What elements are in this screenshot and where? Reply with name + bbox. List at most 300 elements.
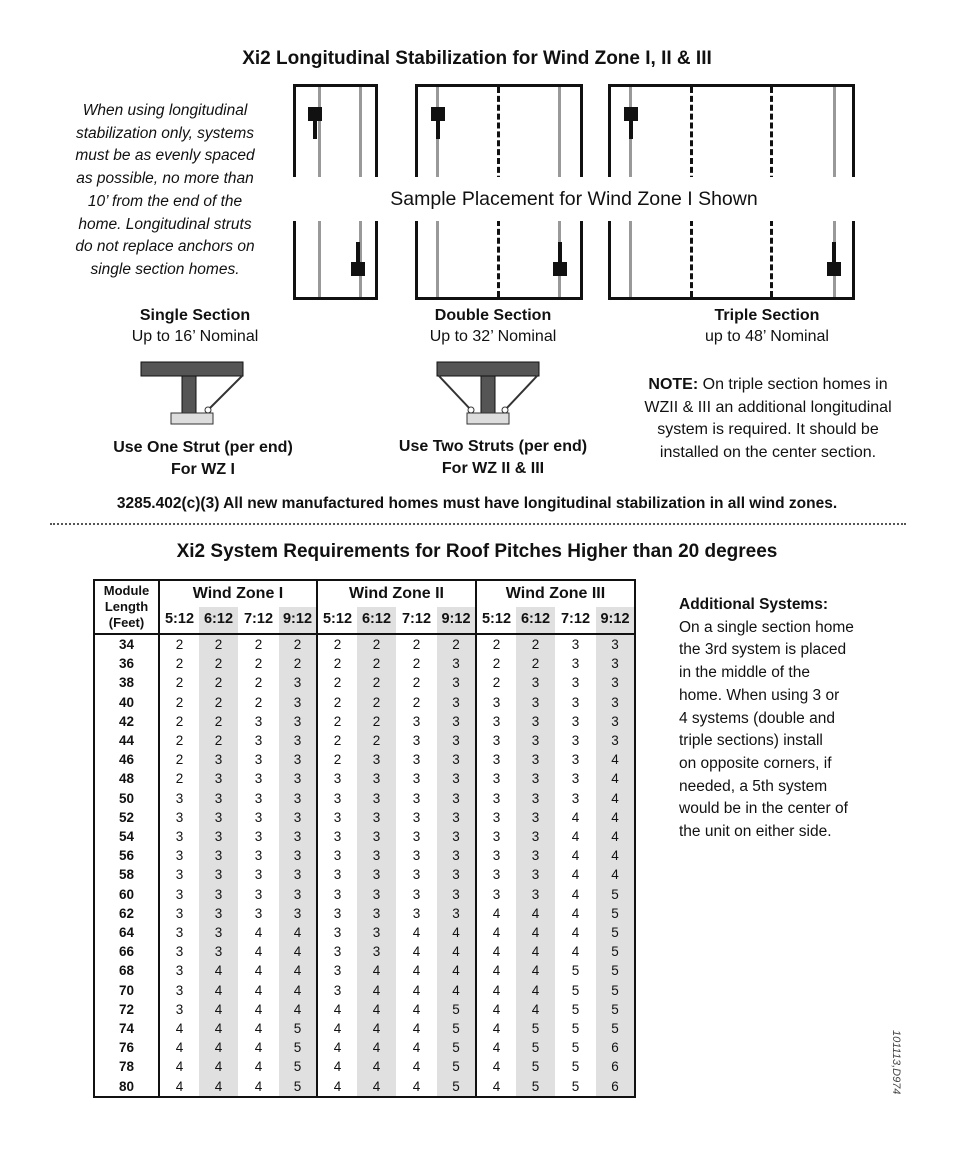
systems-count-cell: 3 — [357, 923, 396, 942]
module-length-cell: 80 — [118, 1078, 135, 1094]
systems-count-cell: 2 — [317, 693, 357, 712]
systems-count-cell: 3 — [254, 829, 263, 845]
note-text: On triple section homes in — [698, 376, 888, 393]
additional-systems — [679, 594, 909, 844]
systems-count-cell: 4 — [357, 961, 396, 980]
systems-count-cell: 2 — [357, 693, 396, 712]
systems-count-cell: 4 — [516, 923, 555, 942]
table-row — [95, 1038, 634, 1057]
systems-count-cell: 5 — [571, 1059, 580, 1075]
systems-count-cell: 4 — [412, 963, 421, 979]
systems-count-cell: 3 — [437, 865, 476, 884]
systems-count-cell: 2 — [199, 673, 238, 692]
intro-paragraph — [40, 100, 290, 282]
systems-count-cell: 2 — [159, 731, 199, 750]
systems-count-cell: 3 — [317, 769, 357, 788]
table-row — [95, 1000, 634, 1019]
header-line: Length — [104, 599, 149, 614]
systems-count-cell: 3 — [357, 942, 396, 961]
systems-count-cell: 4 — [596, 846, 634, 865]
systems-count-cell: 4 — [596, 808, 634, 827]
systems-count-cell: 5 — [437, 1077, 476, 1096]
systems-count-cell: 5 — [437, 1057, 476, 1076]
systems-count-cell: 3 — [279, 769, 317, 788]
systems-count-cell: 2 — [199, 634, 238, 654]
systems-count-cell: 4 — [571, 809, 580, 825]
table-row — [95, 769, 634, 788]
systems-count-cell: 4 — [596, 865, 634, 884]
additional-line: would be in the center of — [679, 800, 848, 818]
systems-count-cell: 3 — [596, 673, 634, 692]
note-line: system is required. It should be — [657, 421, 879, 438]
systems-count-cell: 4 — [254, 1059, 263, 1075]
systems-count-cell: 4 — [412, 1001, 421, 1017]
note-line: WZII & III an additional longitudinal — [644, 398, 892, 416]
systems-count-cell: 3 — [437, 654, 476, 673]
systems-count-cell: 3 — [199, 885, 238, 904]
systems-count-cell: 3 — [516, 865, 555, 884]
systems-count-cell: 3 — [571, 656, 580, 672]
pitch-header: 9:12 — [279, 607, 317, 634]
systems-count-cell: 3 — [412, 905, 421, 921]
intro-line: home. Longitudinal struts — [78, 215, 252, 233]
systems-count-cell: 5 — [596, 904, 634, 923]
systems-count-cell: 5 — [571, 1001, 580, 1017]
pitch-header: 5:12 — [476, 607, 516, 634]
systems-count-cell: 3 — [159, 904, 199, 923]
systems-count-cell: 5 — [571, 1021, 580, 1037]
systems-count-cell: 5 — [279, 1057, 317, 1076]
systems-count-cell: 3 — [199, 904, 238, 923]
triple-section-label — [667, 307, 867, 346]
systems-count-cell: 4 — [571, 867, 580, 883]
systems-count-cell: 4 — [516, 961, 555, 980]
systems-count-cell: 3 — [571, 790, 580, 806]
systems-count-cell: 3 — [571, 675, 580, 691]
module-length-cell: 70 — [118, 982, 135, 998]
systems-count-cell: 4 — [317, 1019, 357, 1038]
systems-count-cell: 3 — [412, 790, 421, 806]
systems-count-cell: 4 — [476, 942, 516, 961]
systems-count-cell: 4 — [254, 1001, 263, 1017]
additional-line: 4 systems (double and — [679, 709, 835, 727]
systems-count-cell: 2 — [159, 693, 199, 712]
systems-count-cell: 3 — [199, 769, 238, 788]
table-row — [95, 961, 634, 980]
systems-count-cell: 2 — [199, 693, 238, 712]
systems-count-cell: 3 — [357, 769, 396, 788]
systems-count-cell: 3 — [199, 942, 238, 961]
systems-count-cell: 3 — [412, 771, 421, 787]
systems-count-cell: 3 — [254, 886, 263, 902]
systems-count-cell: 3 — [437, 673, 476, 692]
systems-count-cell: 3 — [199, 865, 238, 884]
systems-count-cell: 2 — [437, 634, 476, 654]
systems-count-cell: 3 — [571, 752, 580, 768]
systems-count-cell: 2 — [159, 634, 199, 654]
systems-count-cell: 2 — [516, 654, 555, 673]
systems-count-cell: 5 — [596, 981, 634, 1000]
systems-count-cell: 3 — [279, 712, 317, 731]
systems-count-cell: 2 — [396, 634, 437, 654]
systems-count-cell: 3 — [159, 808, 199, 827]
two-strut-diagram — [433, 358, 543, 428]
module-length-cell: 56 — [118, 848, 135, 864]
systems-count-cell: 4 — [357, 1019, 396, 1038]
systems-count-cell: 3 — [516, 731, 555, 750]
systems-count-cell: 3 — [357, 808, 396, 827]
table-row — [95, 731, 634, 750]
systems-count-cell: 3 — [571, 771, 580, 787]
pitch-header: 5:12 — [159, 607, 199, 634]
systems-count-cell: 4 — [159, 1019, 199, 1038]
module-length-cell: 46 — [118, 752, 135, 768]
section-title: Double Section — [434, 307, 552, 324]
systems-count-cell: 5 — [571, 982, 580, 998]
intro-line: must be as evenly spaced — [75, 147, 255, 165]
systems-count-cell: 3 — [159, 846, 199, 865]
systems-count-cell: 3 — [476, 865, 516, 884]
systems-count-cell: 3 — [317, 846, 357, 865]
systems-count-cell: 3 — [476, 808, 516, 827]
systems-count-cell: 5 — [516, 1019, 555, 1038]
systems-count-cell: 4 — [476, 1019, 516, 1038]
table-row — [95, 865, 634, 884]
systems-count-cell: 4 — [571, 886, 580, 902]
systems-count-cell: 5 — [596, 1000, 634, 1019]
note-label: NOTE: — [648, 376, 699, 393]
systems-count-cell: 4 — [279, 923, 317, 942]
module-length-cell: 60 — [118, 886, 135, 902]
requirements-table — [93, 579, 636, 1098]
systems-count-cell: 4 — [476, 1077, 516, 1096]
triple-section-note — [625, 374, 911, 464]
systems-count-cell: 3 — [159, 942, 199, 961]
systems-count-cell: 2 — [357, 712, 396, 731]
strut-label-line: For WZ II & III — [441, 460, 545, 477]
module-length-cell: 52 — [118, 809, 135, 825]
systems-count-cell: 3 — [516, 808, 555, 827]
systems-count-cell: 3 — [279, 865, 317, 884]
systems-count-cell: 3 — [357, 904, 396, 923]
module-length-cell: 76 — [118, 1040, 135, 1056]
systems-count-cell: 4 — [199, 961, 238, 980]
systems-count-cell: 6 — [596, 1077, 634, 1096]
systems-count-cell: 3 — [516, 885, 555, 904]
module-length-cell: 50 — [118, 790, 135, 806]
systems-count-cell: 3 — [555, 634, 596, 654]
systems-count-cell: 2 — [357, 654, 396, 673]
systems-count-cell: 6 — [596, 1038, 634, 1057]
systems-count-cell: 3 — [279, 827, 317, 846]
intro-line: 10’ from the end of the — [87, 192, 243, 210]
additional-line: triple sections) install — [679, 732, 823, 750]
pitch-header: 7:12 — [560, 611, 591, 628]
systems-count-cell: 4 — [437, 981, 476, 1000]
systems-count-cell: 2 — [317, 750, 357, 769]
systems-count-cell: 5 — [596, 885, 634, 904]
systems-count-cell: 5 — [437, 1000, 476, 1019]
systems-count-cell: 4 — [571, 925, 580, 941]
systems-count-cell: 3 — [279, 904, 317, 923]
systems-count-cell: 5 — [571, 1040, 580, 1056]
systems-count-cell: 3 — [437, 789, 476, 808]
systems-count-cell: 3 — [279, 846, 317, 865]
additional-line: On a single section home — [679, 618, 854, 636]
intro-line: stabilization only, systems — [75, 124, 255, 142]
systems-count-cell: 4 — [516, 981, 555, 1000]
systems-count-cell: 4 — [412, 1078, 421, 1094]
systems-count-cell: 2 — [254, 694, 263, 710]
systems-count-cell: 4 — [317, 1077, 357, 1096]
systems-count-cell: 3 — [412, 809, 421, 825]
systems-count-cell: 4 — [596, 769, 634, 788]
systems-count-cell: 2 — [159, 673, 199, 692]
systems-count-cell: 3 — [476, 846, 516, 865]
systems-count-cell: 4 — [596, 789, 634, 808]
double-section-label — [393, 307, 593, 346]
systems-count-cell: 3 — [317, 865, 357, 884]
systems-count-cell: 2 — [254, 675, 263, 691]
systems-count-cell: 3 — [437, 769, 476, 788]
systems-count-cell: 4 — [571, 848, 580, 864]
systems-count-cell: 3 — [317, 961, 357, 980]
systems-count-cell: 5 — [596, 1019, 634, 1038]
systems-count-cell: 2 — [159, 769, 199, 788]
systems-count-cell: 3 — [516, 769, 555, 788]
systems-count-cell: 5 — [596, 923, 634, 942]
systems-count-cell: 4 — [199, 1000, 238, 1019]
systems-count-cell: 4 — [596, 827, 634, 846]
systems-count-cell: 3 — [254, 790, 263, 806]
systems-count-cell: 3 — [516, 846, 555, 865]
systems-count-cell: 5 — [596, 961, 634, 980]
systems-count-cell: 3 — [437, 693, 476, 712]
systems-count-cell: 2 — [199, 712, 238, 731]
systems-count-cell: 3 — [596, 654, 634, 673]
systems-count-cell: 3 — [279, 731, 317, 750]
systems-count-cell: 3 — [357, 750, 396, 769]
systems-count-cell: 3 — [199, 789, 238, 808]
section-title: Triple Section — [714, 307, 820, 324]
two-strut-label — [375, 436, 611, 480]
systems-count-cell: 3 — [476, 693, 516, 712]
module-length-header — [95, 581, 159, 634]
systems-count-cell: 4 — [199, 1038, 238, 1057]
module-length-cell: 64 — [118, 925, 135, 941]
systems-count-cell: 2 — [516, 634, 555, 654]
systems-count-cell: 3 — [254, 867, 263, 883]
strut-label-line: Use One Strut (per end) — [113, 439, 293, 456]
systems-count-cell: 3 — [159, 865, 199, 884]
systems-count-cell: 2 — [317, 731, 357, 750]
header-line: Module — [103, 583, 150, 598]
additional-line: the unit on either side. — [679, 823, 832, 841]
table-row — [95, 634, 634, 654]
systems-count-cell: 3 — [317, 789, 357, 808]
additional-line: needed, a 5th system — [679, 777, 828, 795]
systems-count-cell: 2 — [357, 634, 396, 654]
systems-count-cell: 2 — [357, 731, 396, 750]
systems-count-cell: 3 — [516, 827, 555, 846]
systems-count-cell: 4 — [254, 944, 263, 960]
pitch-header: 7:12 — [401, 611, 432, 628]
additional-line: the 3rd system is placed — [679, 641, 847, 659]
section-length: Up to 16’ Nominal — [131, 328, 259, 345]
table-row — [95, 654, 634, 673]
table-row — [95, 827, 634, 846]
single-section-label — [95, 307, 295, 346]
module-length-cell: 54 — [118, 829, 135, 845]
systems-count-cell: 3 — [476, 750, 516, 769]
systems-count-cell: 4 — [437, 961, 476, 980]
systems-count-cell: 3 — [357, 846, 396, 865]
systems-count-cell: 4 — [412, 1021, 421, 1037]
module-length-cell: 74 — [118, 1021, 135, 1037]
module-length-cell: 40 — [118, 694, 135, 710]
systems-count-cell: 3 — [412, 848, 421, 864]
systems-count-cell: 4 — [254, 925, 263, 941]
pitch-header: 6:12 — [199, 607, 238, 634]
strut-label-line: Use Two Struts (per end) — [398, 438, 588, 455]
section-length: Up to 32’ Nominal — [429, 328, 557, 345]
systems-count-cell: 3 — [516, 673, 555, 692]
systems-count-cell: 2 — [412, 656, 421, 672]
systems-count-cell: 3 — [516, 712, 555, 731]
systems-count-cell: 4 — [357, 981, 396, 1000]
systems-count-cell: 4 — [254, 982, 263, 998]
document-code: 101113,D974 — [890, 1030, 902, 1095]
systems-count-cell: 3 — [254, 905, 263, 921]
intro-line: as possible, no more than — [76, 170, 254, 188]
systems-count-cell: 3 — [476, 789, 516, 808]
systems-count-cell: 2 — [476, 634, 516, 654]
pitch-header: 9:12 — [596, 607, 634, 634]
systems-count-cell: 2 — [476, 673, 516, 692]
module-length-cell: 48 — [118, 771, 135, 787]
systems-count-cell: 3 — [476, 769, 516, 788]
systems-count-cell: 4 — [317, 1057, 357, 1076]
systems-count-cell: 4 — [596, 750, 634, 769]
systems-count-cell: 3 — [412, 867, 421, 883]
table-row — [95, 808, 634, 827]
additional-line: on opposite corners, if — [679, 754, 832, 772]
code-rule: 3285.402(c)(3) All new manufactured homes must have longitudinal stabilization in all wind zones. — [116, 495, 838, 512]
table-row — [95, 1019, 634, 1038]
header-line: (Feet) — [108, 615, 145, 630]
systems-count-cell: 3 — [571, 733, 580, 749]
table-row — [95, 923, 634, 942]
systems-count-cell: 4 — [357, 1038, 396, 1057]
systems-count-cell: 4 — [279, 942, 317, 961]
systems-count-cell: 3 — [159, 827, 199, 846]
systems-count-cell: 4 — [571, 829, 580, 845]
systems-count-cell: 3 — [516, 750, 555, 769]
table-row — [95, 904, 634, 923]
pitch-header: 9:12 — [437, 607, 476, 634]
systems-count-cell: 3 — [317, 923, 357, 942]
systems-count-cell: 2 — [279, 654, 317, 673]
intro-line: When using longitudinal — [82, 102, 248, 119]
systems-count-cell: 3 — [476, 885, 516, 904]
systems-count-cell: 3 — [199, 846, 238, 865]
systems-count-cell: 3 — [476, 731, 516, 750]
systems-count-cell: 3 — [437, 712, 476, 731]
systems-count-cell: 2 — [238, 634, 279, 654]
systems-count-cell: 2 — [159, 712, 199, 731]
systems-count-cell: 2 — [199, 731, 238, 750]
systems-count-cell: 3 — [199, 750, 238, 769]
systems-count-cell: 3 — [254, 752, 263, 768]
systems-count-cell: 5 — [279, 1038, 317, 1057]
systems-count-cell: 3 — [571, 694, 580, 710]
one-strut-label — [85, 437, 321, 481]
systems-count-cell: 4 — [412, 1059, 421, 1075]
systems-count-cell: 3 — [279, 885, 317, 904]
module-length-cell: 66 — [118, 944, 135, 960]
systems-count-cell: 3 — [437, 885, 476, 904]
systems-count-cell: 3 — [596, 693, 634, 712]
systems-count-cell: 4 — [199, 981, 238, 1000]
systems-count-cell: 3 — [254, 713, 263, 729]
pitch-header: 7:12 — [243, 611, 274, 628]
dotted-separator — [50, 523, 906, 525]
systems-count-cell: 4 — [476, 923, 516, 942]
section-length: up to 48’ Nominal — [705, 328, 829, 345]
systems-count-cell: 5 — [571, 1078, 580, 1094]
systems-count-cell: 3 — [476, 827, 516, 846]
systems-count-cell: 4 — [571, 905, 580, 921]
systems-count-cell: 4 — [516, 904, 555, 923]
systems-count-cell: 5 — [571, 963, 580, 979]
systems-count-cell: 3 — [357, 789, 396, 808]
systems-count-cell: 5 — [596, 942, 634, 961]
module-length-cell: 58 — [118, 867, 135, 883]
systems-count-cell: 3 — [254, 733, 263, 749]
systems-count-cell: 5 — [516, 1057, 555, 1076]
module-length-cell: 78 — [118, 1059, 135, 1075]
systems-count-cell: 4 — [412, 944, 421, 960]
systems-count-cell: 3 — [437, 827, 476, 846]
module-length-cell: 38 — [118, 675, 135, 691]
top-title: Xi2 Longitudinal Stabilization for Wind Zone I, II & III — [242, 48, 712, 69]
systems-count-cell: 3 — [199, 808, 238, 827]
systems-count-cell: 3 — [412, 829, 421, 845]
systems-count-cell: 4 — [317, 1000, 357, 1019]
table-title: Xi2 System Requirements for Roof Pitches Higher than 20 degrees — [176, 541, 778, 562]
systems-count-cell: 3 — [279, 750, 317, 769]
systems-count-cell: 4 — [412, 925, 421, 941]
systems-count-cell: 5 — [437, 1019, 476, 1038]
systems-count-cell: 3 — [159, 923, 199, 942]
table-row — [95, 885, 634, 904]
systems-count-cell: 3 — [317, 808, 357, 827]
systems-count-cell: 3 — [317, 885, 357, 904]
one-strut-diagram — [138, 358, 246, 428]
systems-count-cell: 4 — [254, 1021, 263, 1037]
pitch-header: 5:12 — [317, 607, 357, 634]
systems-count-cell: 4 — [279, 961, 317, 980]
systems-count-cell: 4 — [412, 982, 421, 998]
intro-line: do not replace anchors on — [75, 238, 255, 256]
systems-count-cell: 5 — [516, 1077, 555, 1096]
systems-count-cell: 3 — [437, 904, 476, 923]
systems-count-cell: 4 — [159, 1057, 199, 1076]
table-row — [95, 789, 634, 808]
systems-count-cell: 4 — [476, 961, 516, 980]
systems-count-cell: 4 — [571, 944, 580, 960]
systems-count-cell: 4 — [159, 1077, 199, 1096]
